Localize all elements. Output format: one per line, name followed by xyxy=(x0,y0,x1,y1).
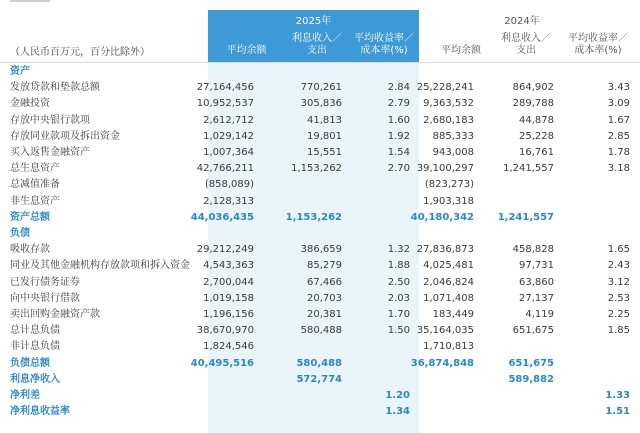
table-row xyxy=(0,258,640,274)
col-yield-2024-l1: 平均收益率／ xyxy=(568,33,628,44)
cell-yield-2025: 1.54 xyxy=(387,147,410,158)
cell-avg-balance-2025: 4,543,363 xyxy=(203,260,254,272)
cell-yield-2025: 1.50 xyxy=(387,325,410,337)
cell-yield-2025: 1.20 xyxy=(385,390,410,401)
cell-avg-balance-2025: 2,612,712 xyxy=(203,114,254,126)
cell-interest-2025: 41,813 xyxy=(307,114,342,126)
top-edge-bar xyxy=(0,0,640,4)
cell-interest-2025: 20,703 xyxy=(307,292,342,304)
cell-avg-balance-2025: 1,196,156 xyxy=(203,309,254,320)
cell-yield-2024: 2.85 xyxy=(607,130,630,142)
cell-yield-2025: 1.60 xyxy=(387,114,410,126)
cell-yield-2024: 3.09 xyxy=(607,98,630,110)
row-label: 资产总额 xyxy=(10,211,50,223)
row-label: 已发行债务证券 xyxy=(10,276,80,288)
cell-avg-balance-2025: (858,089) xyxy=(204,179,254,191)
col-interest-2025-l1: 利息收入／ xyxy=(292,33,342,44)
cell-interest-2025: 770,261 xyxy=(300,82,342,94)
cell-yield-2025: 1.88 xyxy=(387,260,410,272)
cell-avg-balance-2024: 1,071,408 xyxy=(423,292,474,304)
table-row xyxy=(0,194,640,210)
cell-avg-balance-2024: 1,903,318 xyxy=(423,195,474,207)
cell-avg-balance-2024: (823,273) xyxy=(424,179,474,191)
col-interest-2024-l1: 利息收入／ xyxy=(501,33,551,44)
cell-interest-2025: 19,801 xyxy=(307,130,342,142)
cell-avg-balance-2024: 35,164,035 xyxy=(416,325,474,337)
cell-interest-2024: 44,878 xyxy=(519,114,554,126)
row-label: 同业及其他金融机构存放款项和拆入资金 xyxy=(10,260,190,272)
cell-avg-balance-2024: 885,333 xyxy=(432,130,474,142)
table-row xyxy=(0,145,640,161)
col-avg-balance-2024: 平均余额 xyxy=(441,45,481,56)
table-row xyxy=(0,96,640,112)
row-label: 存放中央银行款项 xyxy=(10,114,90,126)
cell-interest-2024: 589,882 xyxy=(508,373,554,385)
col-interest-2025-l2: 支出 xyxy=(307,45,327,56)
col-avg-balance-2025: 平均余额 xyxy=(226,45,267,56)
table-row xyxy=(0,161,640,177)
cell-avg-balance-2024: 183,449 xyxy=(432,309,474,320)
cell-interest-2025: 20,381 xyxy=(307,309,342,320)
row-label: 向中央银行借款 xyxy=(10,292,80,304)
cell-interest-2024: 63,860 xyxy=(519,276,554,288)
cell-avg-balance-2025: 27,164,456 xyxy=(196,82,254,94)
cell-avg-balance-2024: 943,008 xyxy=(432,147,474,158)
cell-yield-2025: 2.70 xyxy=(387,163,410,175)
cell-avg-balance-2024: 2,680,183 xyxy=(423,114,474,126)
unit-label: （人民币百万元，百分比除外） xyxy=(10,47,150,58)
cell-yield-2024: 2.43 xyxy=(607,260,630,272)
cell-yield-2024: 1.85 xyxy=(607,325,630,337)
cell-avg-balance-2024: 25,228,241 xyxy=(416,82,474,94)
table-row xyxy=(0,80,640,96)
cell-avg-balance-2025: 1,824,546 xyxy=(203,341,254,353)
cell-yield-2024: 1.51 xyxy=(605,406,630,418)
table-row xyxy=(0,356,640,372)
cell-avg-balance-2024: 2,046,824 xyxy=(423,276,474,288)
row-label: 总计息负债 xyxy=(10,325,60,337)
cell-interest-2025: 572,774 xyxy=(296,373,342,385)
cell-yield-2025: 1.34 xyxy=(385,406,410,418)
table-row xyxy=(0,275,640,291)
row-label: 非生息资产 xyxy=(10,195,60,207)
cell-avg-balance-2025: 44,036,435 xyxy=(190,211,254,223)
cell-avg-balance-2025: 1,029,142 xyxy=(203,130,254,142)
cell-interest-2024: 97,731 xyxy=(519,260,554,272)
cell-yield-2024: 3.43 xyxy=(607,82,630,94)
cell-interest-2024: 27,137 xyxy=(519,292,554,304)
cell-interest-2024: 1,241,557 xyxy=(503,163,554,175)
cell-avg-balance-2025: 10,952,537 xyxy=(196,98,254,110)
row-label: 买入返售金融资产 xyxy=(10,147,90,158)
cell-interest-2024: 289,788 xyxy=(512,98,554,110)
cell-avg-balance-2025: 1,019,158 xyxy=(203,292,254,304)
row-label: 利息净收入 xyxy=(10,373,60,385)
cell-interest-2024: 16,761 xyxy=(519,147,554,158)
col-yield-2025-l2: 成本率(%) xyxy=(360,45,408,56)
cell-yield-2024: 1.67 xyxy=(607,114,630,126)
cell-interest-2024: 458,828 xyxy=(512,244,554,256)
cell-interest-2024: 651,675 xyxy=(508,357,554,369)
row-label: 负债总额 xyxy=(10,357,50,369)
row-label: 存放同业款项及拆出资金 xyxy=(10,130,120,142)
row-label: 非计息负债 xyxy=(10,341,60,353)
cell-interest-2025: 85,279 xyxy=(307,260,342,272)
cell-interest-2025: 67,466 xyxy=(307,276,342,288)
col-yield-2024-l2: 成本率(%) xyxy=(574,45,622,56)
cell-interest-2025: 305,836 xyxy=(300,98,342,110)
cell-interest-2025: 1,153,262 xyxy=(291,163,342,175)
cell-interest-2025: 15,551 xyxy=(307,147,342,158)
cell-avg-balance-2025: 40,495,516 xyxy=(190,357,254,369)
cell-avg-balance-2025: 38,670,970 xyxy=(196,325,254,337)
cell-interest-2024: 25,228 xyxy=(519,130,554,142)
cell-yield-2024: 3.12 xyxy=(607,276,630,288)
cell-interest-2024: 651,675 xyxy=(512,325,554,337)
cell-yield-2024: 2.25 xyxy=(607,309,630,320)
cell-interest-2024: 4,119 xyxy=(525,309,554,320)
year-2025-label: 2025年 xyxy=(295,16,332,27)
table-row xyxy=(0,372,640,388)
table-row xyxy=(0,404,640,420)
table-row xyxy=(0,323,640,339)
row-label: 总生息资产 xyxy=(10,163,60,175)
table-row xyxy=(0,177,640,193)
cell-yield-2024: 1.78 xyxy=(607,147,630,158)
cell-avg-balance-2024: 39,100,297 xyxy=(416,163,474,175)
row-label: 卖出回购金融资产款 xyxy=(10,309,100,320)
cell-avg-balance-2024: 27,836,873 xyxy=(416,244,474,256)
cell-interest-2025: 580,488 xyxy=(300,325,342,337)
cell-interest-2025: 386,659 xyxy=(300,244,342,256)
row-label: 发放贷款和垫款总额 xyxy=(10,82,100,94)
cell-yield-2024: 3.18 xyxy=(607,163,630,175)
cell-avg-balance-2025: 2,700,044 xyxy=(203,276,254,288)
cell-yield-2025: 1.92 xyxy=(387,130,410,142)
table-row xyxy=(0,242,640,258)
cell-interest-2024: 1,241,557 xyxy=(497,211,554,223)
table-row xyxy=(0,307,640,323)
table-row xyxy=(0,388,640,404)
cell-avg-balance-2025: 29,212,249 xyxy=(196,244,254,256)
cell-yield-2024: 1.65 xyxy=(607,244,630,256)
cell-avg-balance-2025: 2,128,313 xyxy=(203,195,254,207)
cell-interest-2024: 864,902 xyxy=(512,82,554,94)
row-label: 总减值准备 xyxy=(10,179,60,191)
table-row xyxy=(0,64,640,80)
cell-yield-2024: 2.53 xyxy=(607,292,630,304)
col-yield-2025-l1: 平均收益率／ xyxy=(354,33,414,44)
cell-avg-balance-2024: 1,710,813 xyxy=(423,341,474,353)
cell-yield-2025: 2.50 xyxy=(387,276,410,288)
col-interest-2024-l2: 支出 xyxy=(516,45,536,56)
row-label: 净利息收益率 xyxy=(10,406,70,418)
cell-avg-balance-2024: 36,874,848 xyxy=(410,357,474,369)
cell-avg-balance-2025: 42,766,211 xyxy=(196,163,254,175)
cell-avg-balance-2024: 9,363,532 xyxy=(423,98,474,110)
cell-avg-balance-2024: 40,180,342 xyxy=(410,211,474,223)
table-row xyxy=(0,113,640,129)
row-label: 吸收存款 xyxy=(10,244,50,256)
cell-yield-2025: 2.79 xyxy=(387,98,410,110)
table-row xyxy=(0,291,640,307)
cell-avg-balance-2024: 4,025,481 xyxy=(423,260,474,272)
row-label: 金融投资 xyxy=(10,98,50,110)
header-2025 xyxy=(208,10,419,62)
cell-yield-2025: 2.03 xyxy=(387,292,410,304)
header-divider xyxy=(0,62,640,63)
table-row xyxy=(0,339,640,355)
cell-interest-2025: 580,488 xyxy=(296,357,342,369)
row-label: 净利差 xyxy=(10,390,40,401)
cell-avg-balance-2025: 1,007,364 xyxy=(203,147,254,158)
row-label: 负债 xyxy=(10,228,30,239)
row-label: 资产 xyxy=(10,66,30,77)
table-row xyxy=(0,210,640,226)
cell-interest-2025: 1,153,262 xyxy=(285,211,342,223)
table-row xyxy=(0,129,640,145)
table-row xyxy=(0,226,640,242)
cell-yield-2024: 1.33 xyxy=(605,390,630,401)
cell-yield-2025: 2.84 xyxy=(387,82,410,94)
cell-yield-2025: 1.32 xyxy=(387,244,410,256)
cell-yield-2025: 1.70 xyxy=(387,309,410,320)
year-2024-label: 2024年 xyxy=(504,16,540,27)
